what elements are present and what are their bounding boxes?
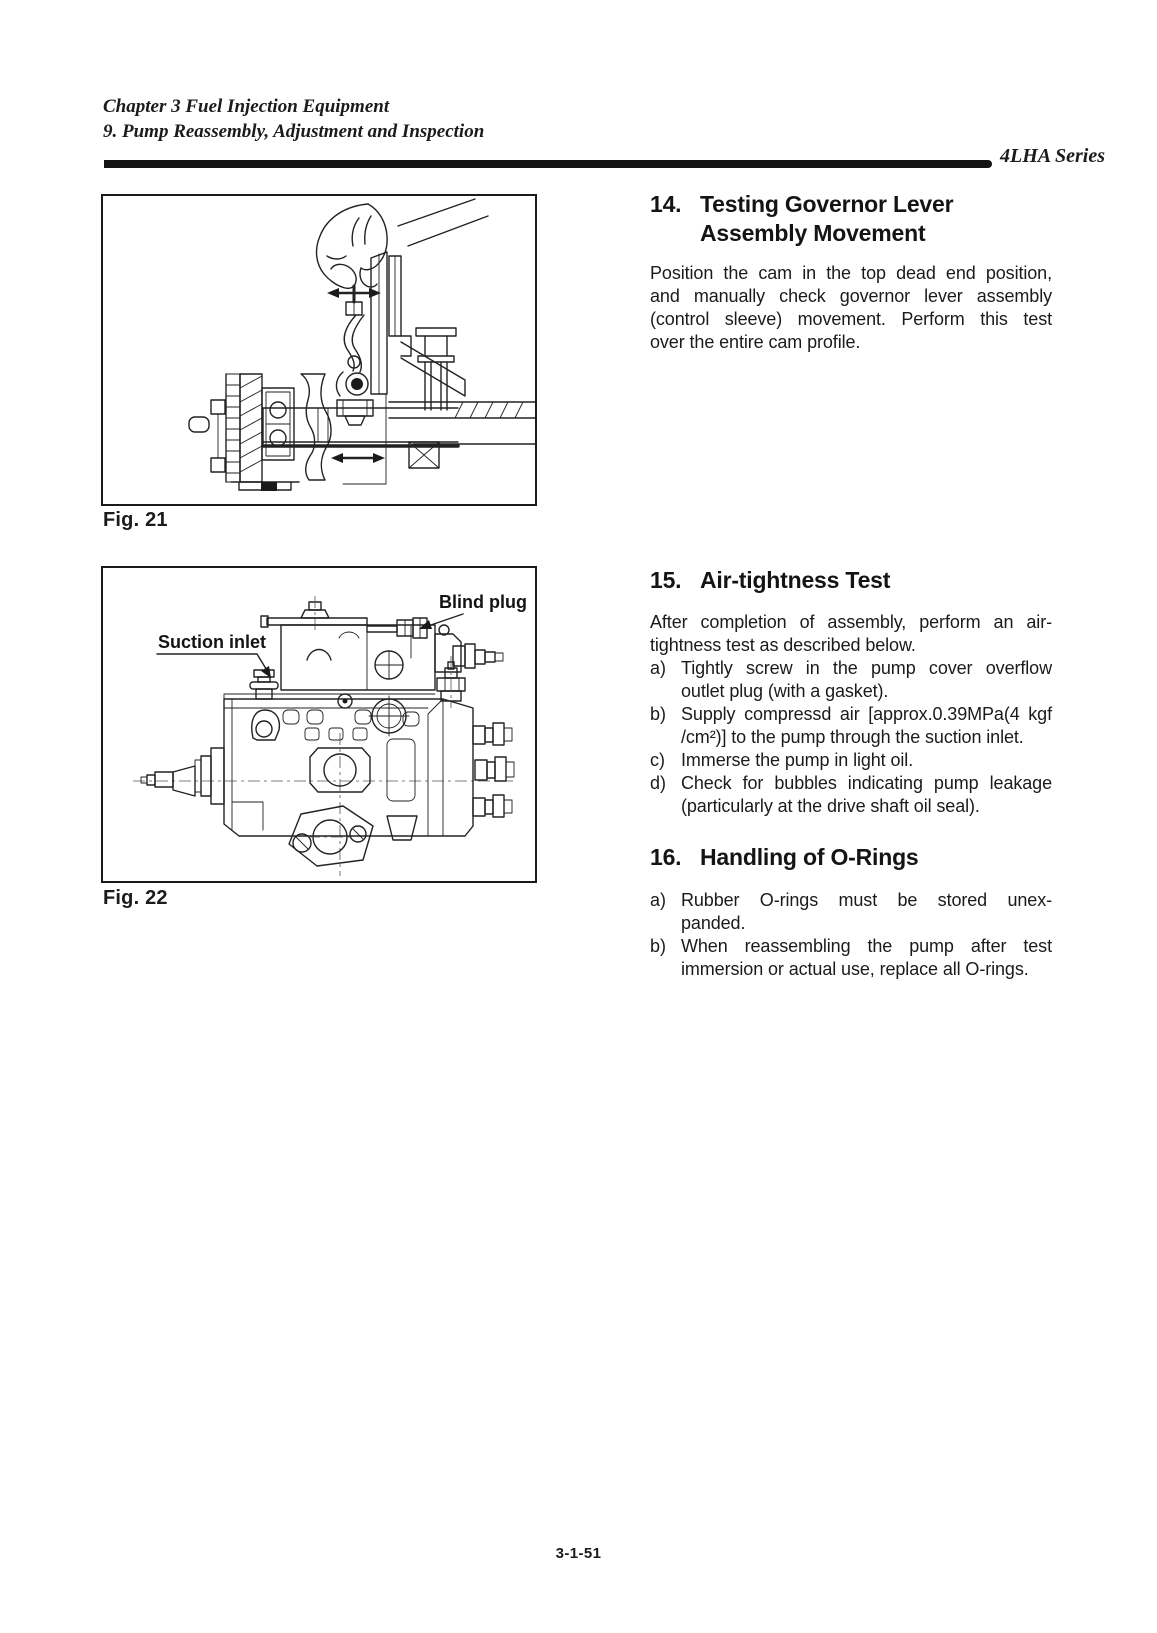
top-right-fitting xyxy=(435,625,503,672)
paragraph-line: over the entire cam profile. xyxy=(650,332,861,352)
drive-shaft xyxy=(141,748,224,804)
figure-22-caption: Fig. 22 xyxy=(103,887,168,909)
list-item-d xyxy=(650,772,1052,818)
item-line: panded. xyxy=(681,913,746,933)
section-15-paragraph xyxy=(650,611,1052,657)
figure-22-drawing xyxy=(103,568,535,881)
item-label: b) xyxy=(650,936,667,956)
paragraph-line: After completion of assembly, perform an air- xyxy=(650,612,1052,632)
header-section-title: 9. Pump Reassembly, Adjustment and Inspection xyxy=(103,121,485,142)
section-14-number: 14. xyxy=(650,191,682,217)
section-16-list xyxy=(650,889,1052,981)
governor-lever xyxy=(336,286,373,425)
item-label: b) xyxy=(650,704,667,724)
item-line: /cm²)] to the pump through the suction inlet. xyxy=(681,727,1024,747)
item-line: Check for bubbles indicating pump leakage xyxy=(681,773,1052,793)
item-line: When reassembling the pump after test xyxy=(681,936,1052,956)
list-item-b xyxy=(650,703,1052,749)
item-line: Rubber O-rings must be stored unex- xyxy=(681,890,1052,910)
figure-21-drawing xyxy=(103,196,535,504)
list-item-a xyxy=(650,657,1052,703)
blind-plug-part xyxy=(367,618,427,638)
header-rule xyxy=(104,160,992,168)
item-label: a) xyxy=(650,658,667,678)
hand-illustration xyxy=(317,199,488,288)
section-15 xyxy=(650,566,1052,818)
drive-gear xyxy=(189,374,331,491)
item-line: Immerse the pump in light oil. xyxy=(681,750,914,770)
section-14-title-line: Assembly Movement xyxy=(700,220,926,246)
pump-top-cover xyxy=(261,596,435,690)
delivery-fittings xyxy=(473,723,514,817)
camshaft xyxy=(263,408,458,446)
section-16-heading xyxy=(650,843,1052,872)
movement-arrow-bottom xyxy=(331,453,385,463)
section-15-number: 15. xyxy=(650,567,682,593)
section-16 xyxy=(650,843,1052,981)
item-label: c) xyxy=(650,750,665,770)
paragraph-line: (control sleeve) movement. Perform this test xyxy=(650,309,1052,329)
item-line: (particularly at the drive shaft oil seal). xyxy=(681,796,980,816)
figure-22-box xyxy=(101,566,537,883)
section-14-title xyxy=(700,190,953,248)
item-line: outlet plug (with a gasket). xyxy=(681,681,889,701)
section-14 xyxy=(650,190,1052,354)
section-14-heading xyxy=(650,190,1052,248)
figure-21-box xyxy=(101,194,537,506)
pump-housing-plates xyxy=(371,252,535,468)
blind-plug-label: Blind plug xyxy=(439,592,527,612)
section-16-title xyxy=(700,843,919,872)
section-14-paragraph xyxy=(650,262,1052,354)
suction-inlet-fitting xyxy=(250,670,278,699)
section-15-title-line: Air-tightness Test xyxy=(700,567,891,593)
section-15-title xyxy=(700,566,890,595)
page-number: 3-1-51 xyxy=(555,1545,602,1562)
paragraph-line: tightness test as described below. xyxy=(650,635,916,655)
paragraph-line: Position the cam in the top dead end position, xyxy=(650,263,1052,283)
section-16-title-line: Handling of O-Rings xyxy=(700,844,919,870)
header-chapter-title: Chapter 3 Fuel Injection Equipment xyxy=(103,96,390,117)
item-line: immersion or actual use, replace all O-rings. xyxy=(681,959,1029,979)
item-line: Tightly screw in the pump cover overflow xyxy=(681,658,1052,678)
section-15-list xyxy=(650,657,1052,818)
item-label: a) xyxy=(650,890,667,910)
suction-inlet-label: Suction inlet xyxy=(158,632,266,652)
item-line: Supply compressd air [approx.0.39MPa(4 kgf xyxy=(681,704,1052,724)
section-15-heading xyxy=(650,566,1052,595)
pump-body xyxy=(224,694,473,836)
paragraph-line: and manually check governor lever assembly xyxy=(650,286,1052,306)
item-label: d) xyxy=(650,773,667,793)
section-14-title-line: Testing Governor Lever xyxy=(700,191,954,217)
header-series-label: 4LHA Series xyxy=(1000,145,1106,167)
list-item-a xyxy=(650,889,1052,935)
blind-plug-callout xyxy=(419,592,527,629)
section-16-number: 16. xyxy=(650,844,682,870)
figure-21-caption: Fig. 21 xyxy=(103,509,168,531)
list-item-c xyxy=(650,749,1052,772)
list-item-b xyxy=(650,935,1052,981)
